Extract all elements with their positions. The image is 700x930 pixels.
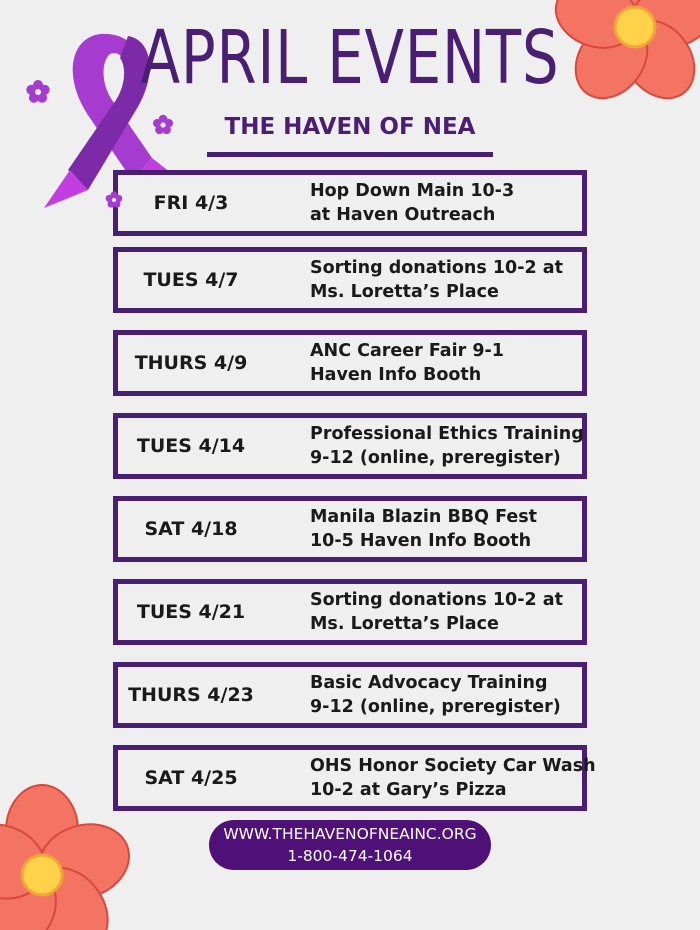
event-date: FRI 4/3 xyxy=(153,192,229,214)
event-row xyxy=(113,662,587,728)
event-description: Sorting donations 10-2 at Ms. Loretta’s Place xyxy=(310,590,563,634)
event-row xyxy=(113,247,587,313)
event-description: Basic Advocacy Training 9-12 (online, preregister) xyxy=(310,673,561,717)
event-row xyxy=(113,579,587,645)
event-row xyxy=(113,330,587,396)
event-description: OHS Honor Society Car Wash 10-2 at Gary’s Pizza xyxy=(310,756,596,800)
event-row xyxy=(113,413,587,479)
event-description: ANC Career Fair 9-1 Haven Info Booth xyxy=(310,341,504,385)
event-description: Professional Ethics Training 9-12 (online, preregister) xyxy=(310,424,584,468)
contact-banner xyxy=(209,820,491,870)
event-date: TUES 4/21 xyxy=(136,601,246,623)
phone-number[interactable]: 1-800-474-1064 xyxy=(287,847,413,865)
event-date: THURS 4/23 xyxy=(128,684,254,706)
event-date: THURS 4/9 xyxy=(134,352,248,374)
website-link[interactable]: WWW.THEHAVENOFNEAINC.ORG xyxy=(223,825,477,843)
page-title: APRIL EVENTS xyxy=(140,15,560,101)
page-subtitle: THE HAVEN OF NEA xyxy=(224,114,476,140)
event-row xyxy=(113,745,596,811)
event-date: TUES 4/14 xyxy=(136,435,246,457)
event-row xyxy=(113,496,587,562)
small-flower-icon xyxy=(104,190,124,210)
small-flower-icon xyxy=(24,78,52,106)
event-row xyxy=(113,170,587,236)
title-divider xyxy=(207,152,493,157)
event-date: TUES 4/7 xyxy=(143,269,239,291)
event-date: SAT 4/25 xyxy=(144,767,238,789)
event-description: Hop Down Main 10-3 at Haven Outreach xyxy=(310,181,515,225)
event-description: Sorting donations 10-2 at Ms. Loretta’s Place xyxy=(310,258,563,302)
event-description: Manila Blazin BBQ Fest 10-5 Haven Info Booth xyxy=(310,507,538,551)
event-date: SAT 4/18 xyxy=(144,518,238,540)
